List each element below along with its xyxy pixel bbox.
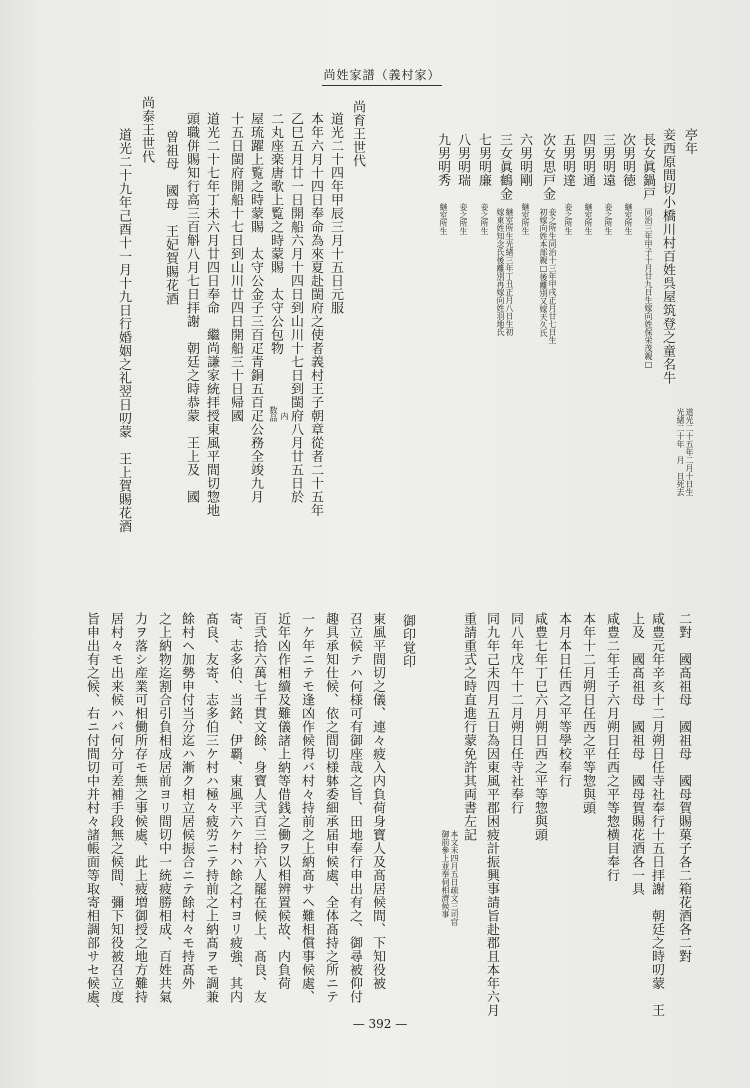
upper-annotation: 初嫁向姓本部親□後離別又嫁天久氏 [539,208,548,337]
upper-text-column: 八男明瑞 [455,133,470,187]
lower-text-column: 之上納物迄割合引負相成居前ヨリ間切中一統疲勝相成、百姓共氣 [156,612,171,1004]
lower-text-column: 餘村ヘ加勢申付当分迄ハ漸ク相立居候振合ニテ餘村々モ持髙外 [179,612,194,990]
upper-annotation: 妾之所生 [604,203,613,235]
upper-annotation: 光緒二十年 月 日死去 [676,408,685,496]
upper-annotation: 継室所生 [624,203,633,235]
lower-annotation: 御前參上並奉伺相濟候事 [441,830,450,918]
lower-text-column: 本月本日任西之平等學校奉行 [556,612,571,788]
upper-annotation: 継室所生 [521,203,530,235]
upper-annotation: 道光二十五年二月十日生 [685,408,694,496]
upper-text-column: 道光二十七年丁未六月廿四日奉命 繼尚謙家統拝授東風平間切惣地 [204,112,219,517]
upper-annotation: 同治三年甲子十月廿九日生嫁向姓保栄茂親□ [644,208,653,369]
lower-text-column: 旨申出有之候、右ニ付間切中并村々諸帳面等取寄相調部サセ候處、 [84,612,99,1017]
upper-annotation: 継室所生光緒三年丁丑正月八日生初 [505,208,514,336]
upper-annotation: 内 [280,412,289,420]
upper-annotation: 妾之所生 [480,203,489,235]
lower-text-column: 咸豊元年辛亥十二月朔日任寺社奉行十五日拝謝 朝廷之時叨蒙 王 [649,612,664,1017]
lower-text-column: 二對 國髙祖母 國祖母 國母賀賜菓子各二箱花酒各二對 [676,612,691,963]
page-number: — 392 — [352,1017,408,1031]
page-title: 尚姓家譜（義村家） [322,66,442,86]
upper-text-column: 尚育王世代 [350,100,365,168]
lower-text-column: 寄、志多伯、当銘、伊覇、東風平六ケ村ハ餘之村ヨリ疲強、其内 [227,612,242,1004]
upper-text-column: 道光二十九年己酉十一月十九日行婚姻之礼翌日叨蒙 王上賀賜花酒 [116,128,131,533]
upper-text-column: 乙巳五月廿一日開船六月十四日到山川十七日到閩府八月廿五日於 [288,112,303,504]
upper-text-column: 次女思戸金 [540,133,555,201]
upper-text-column: 十五日閩府開船十七日到山川廿四日開船三十日帰國 [228,112,243,423]
upper-text-column: 四男明通 [580,133,595,187]
upper-annotation: 数品 [269,406,278,422]
upper-text-column: 二丸座楽唐歌上覧之時蒙賜 太守公包物 [268,112,283,355]
upper-text-column: 五男明達 [560,133,575,187]
lower-text-column: 近年凶作相續及難儀諸上納等借銭之働ヲ以相辨置候故、内負荷 [275,612,290,990]
upper-text-column: 三男明遠 [600,133,615,187]
lower-text-column: 重請重式之時直進行蒙免許其両書左記 [461,612,476,842]
lower-text-column: 同九年己未四月五日為因東風平郡困疲計振興事請旨赴郡且本年六月 [484,612,499,1017]
lower-text-column: 御印覚印 [400,614,415,668]
lower-text-column: 居村々モ出来候ハバ何分可差補手段無之候間、彌下知役被召立度 [108,612,123,1004]
lower-text-column: 一ケ年ニテモ逢凶作候得バ村々持前之上納髙サヘ難相償事候處、 [299,612,314,1004]
upper-text-column: 道光二十四年甲辰三月十五日元服 [328,112,343,315]
upper-text-column: 長女眞鍋戸 [640,133,655,201]
upper-text-column: 屋琉躍上覧之時蒙賜 太守公金子三百疋青銅五百疋公務全竣九月 [248,112,263,504]
upper-text-column: 頭職併賜知行高三百斛八月七日拝謝 朝廷之時恭蒙 王上及 國 [184,112,199,504]
upper-annotation: 継室所生 [439,203,448,235]
lower-text-column: 百弐拾六萬七千貫文餘、身寶人弐百三拾六人罷在候上、髙良、友 [251,612,266,1004]
upper-text-column: 尚泰王世代 [139,96,154,164]
lower-text-column: 本年十二月朔日任西之平等惣與頭 [580,612,595,815]
upper-annotation: 妾之所生 [459,203,468,235]
lower-text-column: 東風平間切之儀、連々疲入内負荷身寶人及髙居候間、下知役被 [370,612,385,990]
lower-annotation: 本文未四月五日疏文三司官 [450,830,459,926]
upper-annotation: 妾之所生同治十三年甲戌正月廿七日生 [548,208,557,344]
lower-text-column: 上及 國髙祖母 國祖母 國母賀賜花酒各一具 [629,612,644,896]
lower-text-column: 咸豊七年丁巳六月朔日西之平等惣與頭 [532,612,547,842]
upper-text-column: 曽祖母 國母 王妃賀賜花酒 [163,130,178,306]
lower-text-column: 咸豊二年壬子六月朔日任西之平等惣横目奉行 [604,612,619,882]
upper-text-column: 七男明廉 [476,133,491,187]
upper-annotation: 嫁東姓知念氏後離別再嫁向姓羽地氏 [496,208,505,336]
upper-text-column: 三女眞鶴金 [497,133,512,201]
upper-annotation: 継室所生 [584,203,593,235]
upper-text-column: 六男明剛 [517,133,532,187]
lower-text-column: 趣具承知仕候、依之間切様躰委細承届申候處、全体髙持之所ニテ [323,612,338,1004]
upper-text-column: 九男明秀 [435,133,450,187]
upper-text-column: 本年六月十四日奉命為來夏赴閩府之使者義村王子朝章從者二十五年 [308,112,323,517]
lower-text-column: 力ヲ落シ産業可相働所存モ無之事候處、此上疲増御授之地方難持 [132,612,147,1004]
lower-text-column: 召立候テハ何様可有御座哉之旨、田地奉行申出有之、御尋被仰付 [347,612,362,1004]
lower-text-column: 髙良、友寄、志多伯三ケ村ハ極々疲労ニテ持前之上納髙ヲモ調兼 [203,612,218,1004]
upper-text-column: 亭年 [682,128,697,155]
lower-text-column: 同八年戊午十二月朔日任寺社奉行 [508,612,523,815]
upper-annotation: 妾之所生 [564,203,573,235]
upper-text-column: 次男明徳 [620,133,635,187]
upper-text-column: 妾西原間切小橋川村百姓呉屋筑登之童名牛 [660,128,675,385]
